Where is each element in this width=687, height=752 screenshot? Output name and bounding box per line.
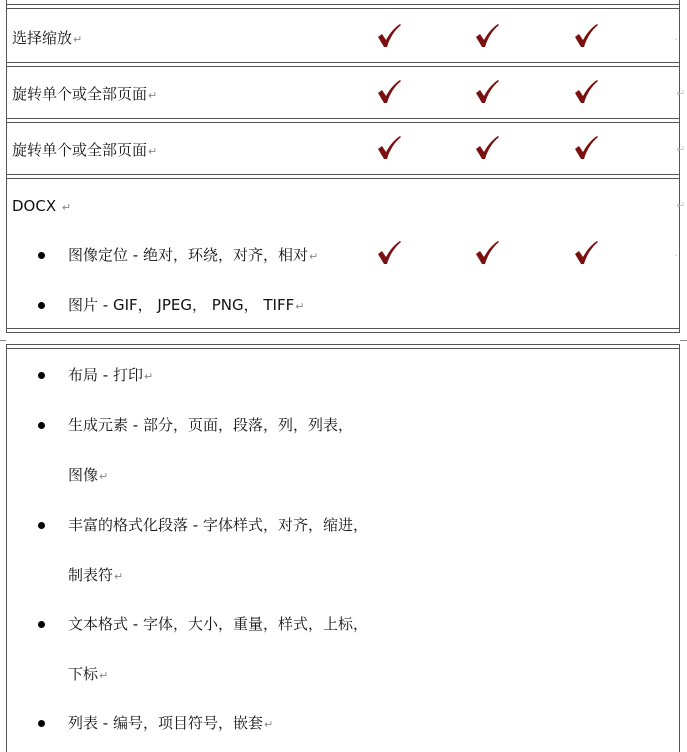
table-border-top [6,4,679,9]
table-left-border [6,344,7,752]
docx-heading [12,196,71,218]
list-item [68,245,318,267]
paragraph-mark: ↵ [114,570,124,583]
table-right-border [679,0,680,333]
list-item-text: 列表 - 编号，项目符号，嵌套 [68,714,263,732]
paragraph-mark: ↵ [73,33,83,46]
paragraph-mark: ↵ [148,89,158,102]
table-border-bottom [6,328,679,333]
row-label-text: 旋转单个或全部页面 [12,85,148,103]
list-item [68,415,353,435]
checkmark-icon [474,23,500,49]
row-divider [6,118,679,123]
row-label-text: 旋转单个或全部页面 [12,141,148,159]
checkmark-icon [474,79,500,105]
list-item-text: 图像 [68,466,99,484]
checkmark-icon [376,240,402,266]
cell-end-mark: · [674,249,678,262]
feature-row-label [12,28,82,50]
checkmark-icon [376,23,402,49]
bullet-icon [38,252,45,259]
paragraph-mark: ↵ [148,145,158,158]
table-border-top [6,344,679,349]
checkmark-icon [474,135,500,161]
list-item-text: 生成元素 - 部分，页面，段落，列，列表， [68,416,353,434]
checkmark-icon [573,135,599,161]
cell-end-mark: ↵ [676,199,686,212]
paragraph-mark: ↵ [99,669,109,682]
feature-row-label [12,84,157,106]
page-corner-mark [680,340,687,341]
list-item-text: 下标 [68,665,99,683]
list-item-continuation [68,664,108,686]
list-item-text: 文本格式 - 字体，大小，重量，样式，上标， [68,615,368,633]
row-divider [6,174,679,179]
paragraph-mark: ↵ [99,470,109,483]
paragraph-mark: ↵ [295,300,305,313]
checkmark-icon [573,23,599,49]
page-corner-mark [0,340,6,341]
list-item [68,295,304,317]
bullet-icon [38,422,45,429]
list-item-continuation [68,565,123,587]
list-item-text: 丰富的格式化段落 - 字体样式，对齐，缩进， [68,516,368,534]
bullet-icon [38,720,45,727]
checkmark-icon [376,79,402,105]
cell-end-mark: · [674,33,678,46]
bullet-icon [38,302,45,309]
list-item-text: 图像定位 - 绝对，环绕，对齐，相对 [68,246,308,264]
table-left-border [6,0,7,333]
checkmark-icon [376,135,402,161]
paragraph-mark: ↵ [143,370,154,383]
list-item-text: 图片 - GIF， JPEG， PNG， TIFF [68,296,295,314]
list-item-continuation [68,465,108,487]
list-item-text: 制表符 [68,566,114,584]
docx-heading-text: DOCX [12,197,57,215]
bullet-icon [38,372,45,379]
list-item-text: 布局 - 打印 [68,366,143,384]
checkmark-icon [474,240,500,266]
cell-end-mark: ↵ [676,143,686,156]
list-item [68,614,368,634]
list-item [68,713,273,735]
paragraph-mark: ↵ [263,718,274,731]
checkmark-icon [573,79,599,105]
list-item [68,365,153,387]
feature-row-label [12,140,157,162]
paragraph-mark: ↵ [308,250,319,263]
paragraph-mark: ↵ [61,201,72,214]
list-item [68,515,368,535]
checkmark-icon [573,240,599,266]
row-label-text: 选择缩放 [12,29,73,47]
bullet-icon [38,621,45,628]
row-divider [6,62,679,67]
bullet-icon [38,522,45,529]
table-right-border [679,344,680,752]
cell-end-mark: ↵ [676,87,686,100]
